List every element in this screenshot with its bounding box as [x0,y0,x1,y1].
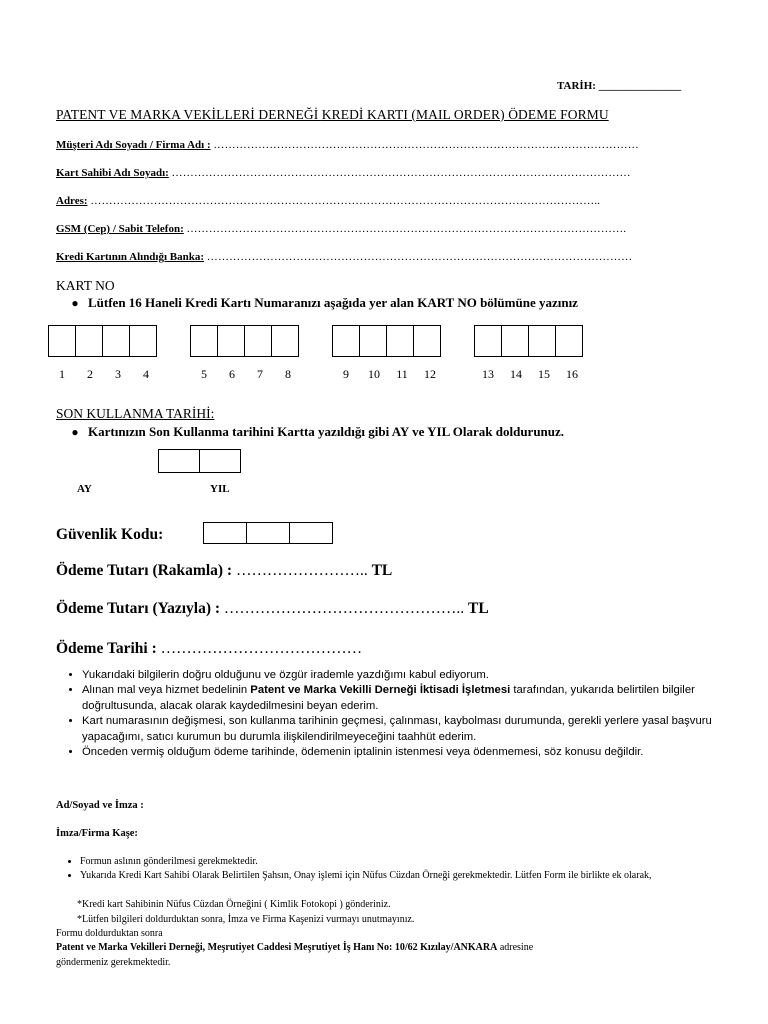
phone-dots[interactable]: ………………………………………………………………………………………………………. [186,223,627,235]
bank-field[interactable] [56,251,632,263]
card-digit-box-2[interactable] [75,325,103,357]
security-code-boxes [203,522,333,544]
card-digit-box-12[interactable] [413,325,441,357]
name-signature-label: Ad/Soyad ve İmza : [56,800,144,811]
digit-label-3: 3 [115,367,121,381]
cardholder-name-label: Kart Sahibi Adı Soyadı: [56,167,169,179]
date-label: TARİH: [557,80,596,92]
amount-text-unit: TL [468,600,489,617]
digit-label-11: 11 [396,367,408,381]
card-digit-box-7[interactable] [244,325,272,357]
card-digit-box-16[interactable] [555,325,583,357]
card-digit-box-1[interactable] [48,325,76,357]
amount-numeric-dots[interactable]: …………………….. [235,562,372,579]
cardholder-name-field[interactable] [56,167,631,179]
payment-date-dots[interactable]: ………………………………… [160,640,363,657]
payment-date-label: Ödeme Tarihi : [56,640,157,657]
card-digit-box-14[interactable] [501,325,529,357]
amount-numeric-label: Ödeme Tutarı (Rakamla) : [56,562,233,579]
digit-label-2: 2 [87,367,93,381]
form-title [56,107,609,123]
form-title-part2: KREDİ KARTI (MAIL ORDER) ÖDEME FORMU [321,107,609,122]
digit-label-1: 1 [59,367,65,381]
digit-label-16: 16 [566,367,578,381]
declarations-list [62,668,732,760]
card-number-instruction: Lütfen 16 Haneli Kredi Kartı Numaranızı aşağıda yer alan KART NO bölümüne yazınız [88,295,578,310]
security-digit-box-3[interactable] [289,522,333,544]
digit-label-10: 10 [368,367,380,381]
mailing-address-line [56,942,533,953]
customer-name-field[interactable] [56,139,639,151]
expiry-instruction-row [62,424,564,440]
digit-label-13: 13 [482,367,494,381]
declaration-item: • Önceden vermiş olduğum ödeme tarihinde, ödemenin iptalinin istenmesi veya ödenmemesi, söz konusu değildir. [82,745,732,760]
digit-label-15: 15 [538,367,550,381]
card-digit-box-13[interactable] [474,325,502,357]
mailing-address: Patent ve Marka Vekilleri Derneği, Meşrutiyet Caddesi Meşrutiyet İş Hanı No: 10/62 Kızılay/ANKARA [56,942,498,953]
card-number-instruction-row [62,295,578,311]
date-field[interactable] [557,80,681,92]
note-item: • Formun aslının gönderilmesi gerekmektedir. [80,855,740,869]
security-digit-box-1[interactable] [203,522,247,544]
after-fill-text: Formu doldurduktan sonra [56,928,163,939]
declaration-text: tarafından, yukarıda belirtilen bilgiler doğrultusunda, alacak olarak kaydedilmesini beyan ederim. [82,684,695,712]
security-digit-box-2[interactable] [246,522,290,544]
card-number-heading: KART NO [56,278,115,293]
card-digit-box-4[interactable] [129,325,157,357]
card-digits-group-2 [190,325,299,357]
amount-text-field[interactable] [56,600,489,618]
customer-name-dots[interactable]: …………………………………………………………………………………………………… [213,139,639,151]
expiry-heading: SON KULLANMA TARİHİ: [56,406,215,421]
expiry-boxes [158,449,241,473]
amount-text-dots[interactable]: ……………………………………….. [223,600,469,617]
mailing-address-tail: adresine [497,942,534,953]
card-digit-box-5[interactable] [190,325,218,357]
digit-label-14: 14 [510,367,522,381]
card-digit-box-3[interactable] [102,325,130,357]
declaration-item: • Yukarıdaki bilgilerin doğru olduğunu ve özgür irademle yazdığımı kabul ediyorum. [82,668,732,683]
card-digit-box-11[interactable] [386,325,414,357]
digit-label-9: 9 [343,367,349,381]
declaration-item: • Kart numarasının değişmesi, son kullanma tarihinin geçmesi, çalınması, kaybolması durumunda, gerekli yerlere yasal başvuru yapacağımı, satıcı kurumun bu durumla ilişkilendirilmeyeceğini taahhüt ederim. [82,714,732,745]
date-blank[interactable]: _______________ [598,80,682,92]
bullet-icon: ● [71,296,79,310]
declaration-bold-text: Patent ve Marka Vekilli Derneği İktisadi İşletmesi [250,684,511,697]
card-digits-group-1 [48,325,157,357]
amount-numeric-unit: TL [371,562,393,579]
payment-date-field[interactable] [56,640,362,658]
amount-numeric-field[interactable] [56,562,392,580]
declaration-text: Alınan mal veya hizmet bedelinin [82,684,251,697]
notes-list [62,855,740,884]
stamp-label: İmza/Firma Kaşe: [56,828,138,839]
digit-label-12: 12 [424,367,436,381]
expiry-instruction: Kartınızın Son Kullanma tarihini Kartta yazıldığı gibi AY ve YIL Olarak doldurunuz. [88,424,565,439]
card-digit-box-8[interactable] [271,325,299,357]
address-field[interactable] [56,195,600,207]
phone-field[interactable] [56,223,626,235]
address-label: Adres: [56,195,88,207]
digit-label-6: 6 [229,367,235,381]
bullet-icon: ● [71,425,79,439]
digit-label-4: 4 [143,367,149,381]
digit-label-7: 7 [257,367,263,381]
card-digit-box-9[interactable] [332,325,360,357]
note-item: • Yukarıda Kredi Kart Sahibi Olarak Belirtilen Şahsın, Onay işlemi için Nüfus Cüzdan Örneği gerekmektedir. Lütfen Form ile birlikte ek olarak, [80,869,740,883]
expiry-year-label: YIL [210,483,230,495]
note-subitem: *Lütfen bilgileri doldurduktan sonra, İmza ve Firma Kaşenizi vurmayı unutmayınız. [77,914,415,925]
security-code-label: Güvenlik Kodu: [56,526,164,543]
customer-name-label: Müşteri Adı Soyadı / Firma Adı : [56,139,211,151]
card-digit-box-15[interactable] [528,325,556,357]
card-digit-box-6[interactable] [217,325,245,357]
note-subitem: *Kredi kart Sahibinin Nüfus Cüzdan Örneğini ( Kimlik Fotokopi ) gönderiniz. [77,899,391,910]
cardholder-name-dots[interactable]: …………………………………………………………………………………………………………… [171,167,631,179]
digit-label-8: 8 [285,367,291,381]
amount-text-label: Ödeme Tutarı (Yazıyla) : [56,600,221,617]
digit-label-5: 5 [201,367,207,381]
card-digits-group-4 [474,325,583,357]
bank-label: Kredi Kartının Alındığı Banka: [56,251,205,263]
expiry-month-label: AY [77,483,92,495]
bank-dots[interactable]: …………………………………………………………………………………………………… [206,251,633,263]
address-dots[interactable]: ……………………………………………………………………………………………………………………….. [90,195,601,207]
send-instruction: göndermeniz gerekmektedir. [56,957,171,968]
form-title-part1: PATENT VE MARKA VEKİLLERİ DERNEĞİ [56,107,322,122]
expiry-month-box[interactable] [158,449,200,473]
expiry-year-box[interactable] [199,449,241,473]
phone-label: GSM (Cep) / Sabit Telefon: [56,223,184,235]
card-digits-group-3 [332,325,441,357]
declaration-item [82,683,732,714]
card-digit-box-10[interactable] [359,325,387,357]
